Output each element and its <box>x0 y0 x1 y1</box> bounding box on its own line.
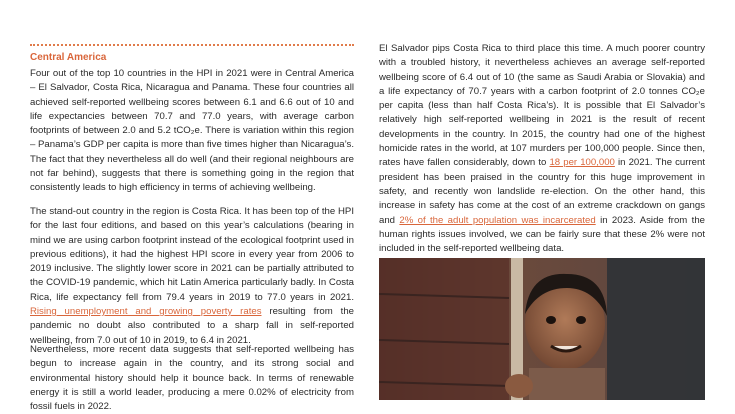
left-paragraph-3: Nevertheless, more recent data suggests that self-reported wellbeing has begun to increase again in the country, and its strong social and environmental history should help it bounce back. In terms of renewable energy it is still a world leader, producing a mere 0.02% of electricity from fossil fuels in 2022. <box>30 344 354 413</box>
homicide-rate-link[interactable]: 18 per 100,000 <box>549 157 615 169</box>
left-paragraph-1: Four out of the top 10 countries in the HPI in 2021 were in Central America – El Salvador, Costa Rica, Nicaragua and Panama. These four countries all achieved self-reported wellbeing scores between 6.1 and 6.6 out of 10 and life expectancies between 70.7 and 77.0 years, with average carbon footprints of between 2.0 and 5.2 tCO₂e. There is variation within this region – Panama’s GDP per capita is more than five times higher than Nicaragua’s. The fact that they nevertheless all do well (and their regional neighbours are not far behind), suggests that there is something going in the region that consistently leads to high efficiency in terms of achieving wellbeing. <box>30 68 354 194</box>
incarceration-link[interactable]: 2% of the adult population was incarcerated <box>399 214 596 226</box>
paragraph-text: The stand-out country in the region is Costa Rica. It has been top of the HPI for the last four editions, and based on this year’s calculations (bearing in mind we are using carbon footprint instead of the ecological footprint used in previous editions), it had the highest HPI score in every year from 2006 to 2019 inclusive. The slightly lower score in 2021 can be partially attributed to the COVID-19 pandemic, which hit Latin America particularly badly. In Costa Rica, life expectancy fell from 79.4 years in 2019 to 77.0 years in 2021. <box>30 206 354 303</box>
right-paragraph-1 <box>379 42 705 256</box>
unemployment-poverty-link[interactable]: Rising unemployment and growing poverty rates <box>30 306 262 318</box>
paragraph-text: in 2021. The current president has been praised in the country for this huge improvement in safety, and recently won landslide re-election. On the other hand, this increase in safety has come at the cost of an extreme crackdown on gangs and <box>379 157 705 226</box>
paragraph-text: in 2023. Aside from the human rights issues involved, we can be fairly sure that these 2% were not included in the self-reported wellbeing data. <box>379 214 705 255</box>
left-paragraph-2 <box>30 205 354 348</box>
section-heading: Central America <box>30 52 107 63</box>
photo-illustration <box>379 258 705 400</box>
child-photo <box>379 258 705 400</box>
paragraph-text: resulting from the pandemic no doubt also contributed to a sharp fall in self-reported wellbeing, from 7.0 out of 10 in 2019, to 6.4 in 2021. <box>30 306 354 346</box>
paragraph-text: El Salvador pips Costa Rica to third place this time. A much poorer country with a troubled history, it nevertheless achieves an average self-reported wellbeing score of 6.4 out of 10 (the same as Saudi Arabia or Slovakia) and a life expectancy of 70.7 years with a carbon footprint of 2.0 tonnes CO₂e per capita (less than half Costa Rica’s). It is possible that El Salvador’s relatively high self-reported wellbeing in 2021 is the result of recent developments in the country. In 2015, the country had one of the highest homicide rates in the world, at 107 murders per 100,000 people. Since then, rates have fallen considerably, down to <box>379 43 705 169</box>
section-divider <box>30 44 354 46</box>
